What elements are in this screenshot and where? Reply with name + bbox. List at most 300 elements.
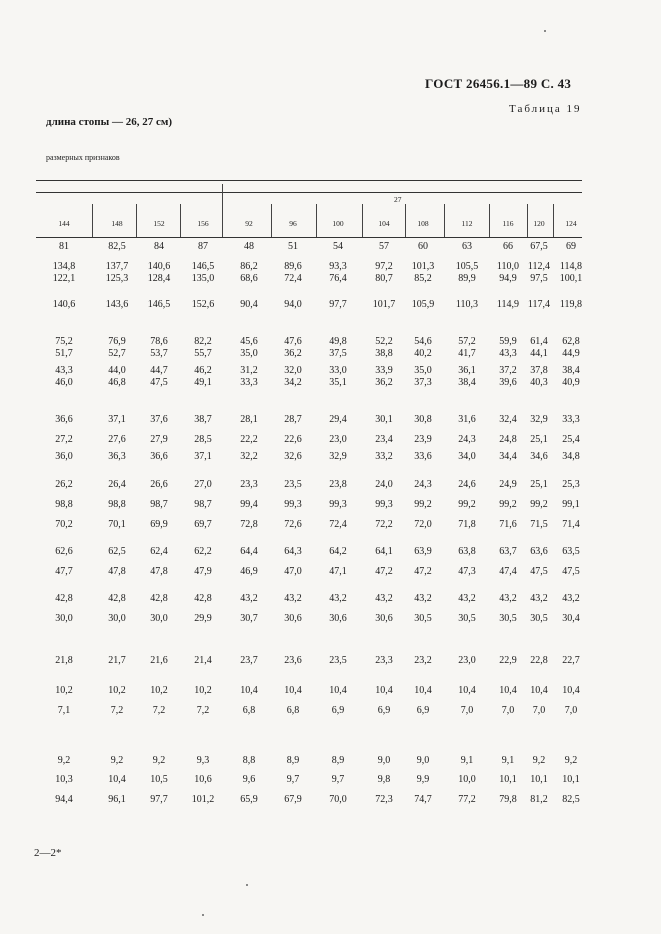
table-cell: 143,6 [105,299,129,310]
table-cell: 77,2 [458,794,476,805]
column-number: 156 [197,219,209,228]
table-cell: 10,4 [375,685,393,696]
table-cell: 59,9 [499,336,517,347]
table-cell: 134,8 [52,261,76,272]
table-cell: 7,0 [532,705,546,716]
table-cell: 23,2 [414,655,432,666]
table-cell: 29,9 [194,613,212,624]
table-cell: 9,2 [564,755,578,766]
table-cell: 90,4 [240,299,258,310]
table-cell: 54 [333,241,343,252]
column-divider [136,204,137,237]
column-number: 108 [417,219,429,228]
table-cell: 87 [198,241,208,252]
table-cell: 21,7 [108,655,126,666]
table-cell: 31,2 [240,365,258,376]
table-cell: 74,7 [414,794,432,805]
table-cell: 49,8 [329,336,347,347]
table-cell: 32,9 [530,414,548,425]
table-cell: 112,4 [527,261,551,272]
table-cell: 28,5 [194,434,212,445]
table-cell: 57 [379,241,389,252]
table-cell: 146,5 [147,299,171,310]
table-cell: 30,7 [240,613,258,624]
table-cell: 30,0 [150,613,168,624]
table-cell: 10,2 [150,685,168,696]
table-cell: 10,5 [150,774,168,785]
table-cell: 35,0 [414,365,432,376]
table-cell: 82,5 [108,241,126,252]
table-cell: 24,8 [499,434,517,445]
page-header: ГОСТ 26456.1—89 С. 43 [425,76,572,91]
table-cell: 43,2 [499,593,517,604]
table-cell: 46,9 [240,566,258,577]
table-cell: 43,2 [284,593,302,604]
table-cell: 64,2 [329,546,347,557]
table-cell: 62,5 [108,546,126,557]
table-cell: 72,0 [414,519,432,530]
table-cell: 9,7 [331,774,345,785]
table-cell: 33,6 [414,451,432,462]
table-cell: 86,2 [240,261,258,272]
table-cell: 47,5 [530,566,548,577]
column-divider [362,204,363,237]
table-cell: 9,2 [152,755,166,766]
table-cell: 71,6 [499,519,517,530]
column-number: 96 [289,219,297,228]
table-cell: 32,4 [499,414,517,425]
table-cell: 43,2 [530,593,548,604]
table-cell: 68,6 [240,273,258,284]
table-cell: 41,7 [458,348,476,359]
table-cell: 43,3 [55,365,73,376]
column-divider [180,204,181,237]
table-cell: 24,6 [458,479,476,490]
table-cell: 28,7 [284,414,302,425]
table-cell: 7,2 [110,705,124,716]
table-cell: 21,6 [150,655,168,666]
table-cell: 35,0 [240,348,258,359]
table-cell: 10,4 [414,685,432,696]
table-cell: 51,7 [55,348,73,359]
table-cell: 47,5 [150,377,168,388]
table-cell: 33,0 [329,365,347,376]
table-cell: 52,7 [108,348,126,359]
table-cell: 72,3 [375,794,393,805]
table-cell: 99,1 [562,499,580,510]
table-cell: 26,2 [55,479,73,490]
table-cell: 101,2 [191,794,215,805]
table-cell: 23,4 [375,434,393,445]
table-cell: 65,9 [240,794,258,805]
table-cell: 66 [503,241,513,252]
table-cell: 72,6 [284,519,302,530]
table-cell: 10,4 [240,685,258,696]
table-cell: 94,9 [499,273,517,284]
table-cell: 32,9 [329,451,347,462]
table-cell: 47,7 [55,566,73,577]
table-cell: 30,0 [108,613,126,624]
table-cell: 46,2 [194,365,212,376]
table-cell: 105,5 [455,261,479,272]
table-cell: 42,8 [108,593,126,604]
table-cell: 140,6 [52,299,76,310]
table-cell: 6,9 [377,705,391,716]
table-cell: 48 [244,241,254,252]
table-cell: 140,6 [147,261,171,272]
table-cell: 23,7 [240,655,258,666]
table-cell: 94,4 [55,794,73,805]
table-cell: 42,8 [55,593,73,604]
table-cell: 99,3 [329,499,347,510]
table-cell: 39,6 [499,377,517,388]
table-cell: 47,8 [108,566,126,577]
table-cell: 96,1 [108,794,126,805]
table-cell: 67,5 [530,241,548,252]
column-divider [405,204,406,237]
column-number: 144 [58,219,70,228]
table-cell: 40,2 [414,348,432,359]
table-cell: 72,4 [284,273,302,284]
table-cell: 125,3 [105,273,129,284]
table-cell: 45,6 [240,336,258,347]
table-cell: 10,4 [329,685,347,696]
table-cell: 63,5 [562,546,580,557]
rule-header-bottom [36,237,582,238]
table-cell: 97,5 [530,273,548,284]
table-cell: 34,2 [284,377,302,388]
table-cell: 32,0 [284,365,302,376]
column-number: 120 [533,219,545,228]
table-cell: 72,8 [240,519,258,530]
table-cell: 81 [59,241,69,252]
table-cell: 63 [462,241,472,252]
table-cell: 10,4 [530,685,548,696]
table-cell: 43,2 [562,593,580,604]
table-cell: 75,2 [55,336,73,347]
table-cell: 30,5 [499,613,517,624]
table-cell: 36,6 [55,414,73,425]
table-cell: 97,2 [375,261,393,272]
table-cell: 32,2 [240,451,258,462]
table-cell: 114,9 [496,299,520,310]
table-cell: 89,6 [284,261,302,272]
table-cell: 44,1 [530,348,548,359]
table-cell: 7,1 [57,705,71,716]
table-cell: 119,8 [559,299,583,310]
table-cell: 42,8 [150,593,168,604]
table-cell: 34,6 [530,451,548,462]
table-cell: 9,1 [460,755,474,766]
table-cell: 26,4 [108,479,126,490]
table-cell: 135,0 [191,273,215,284]
column-divider [316,204,317,237]
column-number: 116 [502,219,514,228]
table-cell: 43,2 [458,593,476,604]
table-cell: 10,4 [499,685,517,696]
table-cell: 9,8 [377,774,391,785]
table-cell: 99,4 [240,499,258,510]
table-cell: 36,6 [150,451,168,462]
table-cell: 47,1 [329,566,347,577]
table-cell: 99,2 [458,499,476,510]
table-cell: 72,4 [329,519,347,530]
table-cell: 71,5 [530,519,548,530]
table-cell: 89,9 [458,273,476,284]
column-number: 92 [245,219,253,228]
table-cell: 9,9 [416,774,430,785]
table-label: Таблица 19 [509,103,582,115]
table-cell: 101,3 [411,261,435,272]
table-cell: 30,6 [329,613,347,624]
table-cell: 6,8 [242,705,256,716]
table-cell: 10,1 [499,774,517,785]
table-cell: 47,5 [562,566,580,577]
table-cell: 44,7 [150,365,168,376]
table-cell: 37,1 [108,414,126,425]
table-cell: 54,6 [414,336,432,347]
table-cell: 10,4 [284,685,302,696]
table-cell: 82,5 [562,794,580,805]
table-cell: 98,8 [108,499,126,510]
table-cell: 69,7 [194,519,212,530]
table-cell: 30,0 [55,613,73,624]
table-cell: 47,3 [458,566,476,577]
speck [202,914,204,916]
table-cell: 23,3 [375,655,393,666]
table-cell: 10,4 [562,685,580,696]
table-cell: 152,6 [191,299,215,310]
table-cell: 24,3 [458,434,476,445]
table-cell: 110,3 [455,299,479,310]
table-cell: 70,1 [108,519,126,530]
table-cell: 76,9 [108,336,126,347]
table-cell: 110,0 [496,261,520,272]
column-number: 100 [332,219,344,228]
table-cell: 30,6 [375,613,393,624]
table-cell: 21,8 [55,655,73,666]
column-number: 124 [565,219,577,228]
table-cell: 23,9 [414,434,432,445]
table-cell: 34,4 [499,451,517,462]
table-cell: 78,6 [150,336,168,347]
table-cell: 31,6 [458,414,476,425]
table-cell: 22,8 [530,655,548,666]
table-cell: 72,2 [375,519,393,530]
table-cell: 38,7 [194,414,212,425]
table-cell: 10,2 [194,685,212,696]
table-cell: 37,8 [530,365,548,376]
table-cell: 62,8 [562,336,580,347]
table-cell: 10,1 [562,774,580,785]
table-cell: 35,1 [329,377,347,388]
table-cell: 64,3 [284,546,302,557]
table-cell: 8,8 [242,755,256,766]
table-cell: 27,2 [55,434,73,445]
table-cell: 10,0 [458,774,476,785]
table-cell: 43,2 [240,593,258,604]
table-cell: 70,2 [55,519,73,530]
table-cell: 25,1 [530,479,548,490]
rule-group [36,192,582,193]
table-cell: 47,2 [414,566,432,577]
table-cell: 23,0 [458,655,476,666]
table-cell: 43,2 [329,593,347,604]
table-cell: 9,0 [377,755,391,766]
table-cell: 63,7 [499,546,517,557]
table-cell: 22,6 [284,434,302,445]
table-cell: 51 [288,241,298,252]
table-cell: 76,4 [329,273,347,284]
table-cell: 53,7 [150,348,168,359]
table-cell: 36,2 [284,348,302,359]
table-cell: 7,0 [564,705,578,716]
table-cell: 63,6 [530,546,548,557]
table-cell: 47,4 [499,566,517,577]
table-cell: 23,5 [329,655,347,666]
table-cell: 33,2 [375,451,393,462]
table-cell: 93,3 [329,261,347,272]
table-cell: 10,2 [55,685,73,696]
table-cell: 57,2 [458,336,476,347]
table-cell: 30,5 [530,613,548,624]
rule-top [36,180,582,181]
page-footer: 2—2* [34,847,62,859]
table-cell: 30,6 [284,613,302,624]
table-cell: 47,8 [150,566,168,577]
table-cell: 24,9 [499,479,517,490]
table-cell: 49,1 [194,377,212,388]
table-cell: 24,0 [375,479,393,490]
table-cell: 36,2 [375,377,393,388]
table-cell: 46,8 [108,377,126,388]
table-cell: 101,7 [372,299,396,310]
table-cell: 22,9 [499,655,517,666]
table-cell: 30,5 [458,613,476,624]
table-cell: 37,5 [329,348,347,359]
table-cell: 8,9 [331,755,345,766]
table-cell: 9,7 [286,774,300,785]
table-cell: 37,3 [414,377,432,388]
column-number: 112 [461,219,473,228]
table-cell: 21,4 [194,655,212,666]
table-cell: 27,0 [194,479,212,490]
table-cell: 43,3 [499,348,517,359]
table-cell: 98,7 [194,499,212,510]
column-divider [444,204,445,237]
table-cell: 30,1 [375,414,393,425]
table-cell: 32,6 [284,451,302,462]
table-cell: 30,4 [562,613,580,624]
table-cell: 9,2 [110,755,124,766]
table-cell: 9,6 [242,774,256,785]
table-cell: 23,0 [329,434,347,445]
table-cell: 22,7 [562,655,580,666]
table-cell: 10,6 [194,774,212,785]
table-cell: 44,9 [562,348,580,359]
table-cell: 36,0 [55,451,73,462]
table-cell: 128,4 [147,273,171,284]
table-cell: 6,9 [416,705,430,716]
table-cell: 80,7 [375,273,393,284]
table-cell: 43,2 [414,593,432,604]
table-cell: 146,5 [191,261,215,272]
table-cell: 71,4 [562,519,580,530]
table-cell: 64,4 [240,546,258,557]
table-cell: 81,2 [530,794,548,805]
column-divider [222,184,223,237]
table-cell: 38,4 [562,365,580,376]
table-cell: 97,7 [329,299,347,310]
table-cell: 34,0 [458,451,476,462]
table-cell: 33,3 [240,377,258,388]
column-number: 104 [378,219,390,228]
table-cell: 33,3 [562,414,580,425]
table-cell: 37,6 [150,414,168,425]
table-cell: 9,0 [416,755,430,766]
speck [544,30,546,32]
table-cell: 99,2 [530,499,548,510]
table-cell: 47,2 [375,566,393,577]
table-cell: 26,6 [150,479,168,490]
table-cell: 99,2 [414,499,432,510]
table-cell: 23,5 [284,479,302,490]
table-cell: 85,2 [414,273,432,284]
table-cell: 7,2 [152,705,166,716]
table-cell: 25,4 [562,434,580,445]
table-cell: 98,8 [55,499,73,510]
table-cell: 7,0 [460,705,474,716]
table-cell: 46,0 [55,377,73,388]
table-cell: 30,5 [414,613,432,624]
table-cell: 62,4 [150,546,168,557]
table-cell: 22,2 [240,434,258,445]
table-cell: 71,8 [458,519,476,530]
speck [246,884,248,886]
column-divider [271,204,272,237]
table-cell: 70,0 [329,794,347,805]
table-cell: 69 [566,241,576,252]
column-divider [489,204,490,237]
table-cell: 38,4 [458,377,476,388]
table-cell: 38,8 [375,348,393,359]
table-cell: 29,4 [329,414,347,425]
table-cell: 79,8 [499,794,517,805]
table-cell: 24,3 [414,479,432,490]
table-cell: 99,3 [284,499,302,510]
table-cell: 8,9 [286,755,300,766]
table-cell: 37,2 [499,365,517,376]
table-cell: 27,9 [150,434,168,445]
table-cell: 25,3 [562,479,580,490]
table-cell: 6,8 [286,705,300,716]
table-cell: 40,9 [562,377,580,388]
table-cell: 64,1 [375,546,393,557]
table-cell: 43,2 [375,593,393,604]
table-cell: 67,9 [284,794,302,805]
column-divider [92,204,93,237]
table-cell: 114,8 [559,261,583,272]
table-cell: 97,7 [150,794,168,805]
table-cell: 98,7 [150,499,168,510]
table-cell: 30,8 [414,414,432,425]
table-cell: 94,0 [284,299,302,310]
table-cell: 47,0 [284,566,302,577]
table-cell: 37,1 [194,451,212,462]
table-cell: 34,8 [562,451,580,462]
table-cell: 105,9 [411,299,435,310]
column-number: 148 [111,219,123,228]
